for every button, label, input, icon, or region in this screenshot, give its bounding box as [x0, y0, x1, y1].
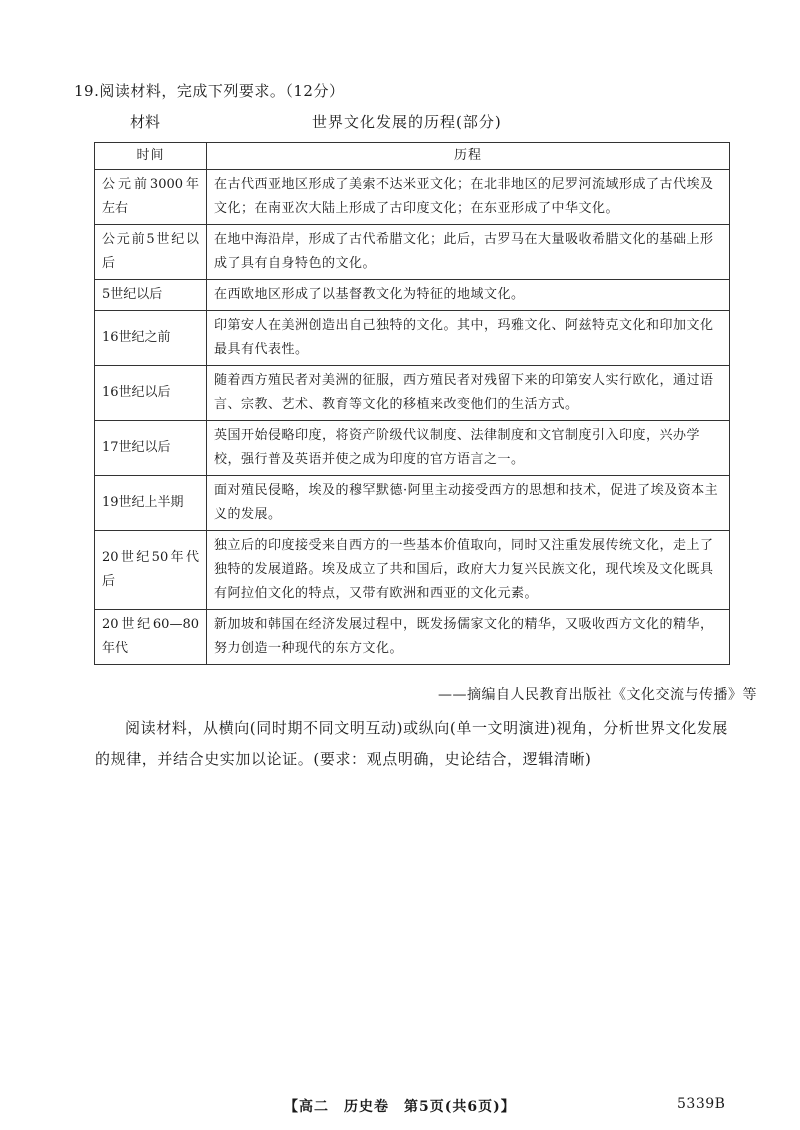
row-event: 独立后的印度接受来自西方的一些基本价值取向，同时又注重发展传统文化，走上了独特的发展道路。埃及成立了共和国后，政府大力复兴民族文化，现代埃及文化既具有阿拉伯文化的特点，又带有欧洲和西亚的文化元素。 [207, 531, 730, 610]
table-row [95, 311, 730, 366]
table-row [95, 170, 730, 225]
row-event: 印第安人在美洲创造出自己独特的文化。其中，玛雅文化、阿兹特克文化和印加文化最具有代表性。 [207, 311, 730, 366]
row-time: 17世纪以后 [95, 421, 207, 476]
row-event: 在西欧地区形成了以基督教文化为特征的地域文化。 [207, 280, 730, 311]
table-header-row [95, 143, 730, 170]
header-time: 时间 [95, 143, 207, 170]
row-time: 20世纪60—80年代 [95, 610, 207, 665]
page-footer [0, 1096, 800, 1116]
footer-page-info: 【高二 历史卷 第5页(共6页)】 [284, 1099, 516, 1115]
table-row [95, 280, 730, 311]
row-event: 随着西方殖民者对美洲的征服，西方殖民者对残留下来的印第安人实行欧化，通过语言、宗教、艺术、教育等文化的移植来改变他们的生活方式。 [207, 366, 730, 421]
row-event: 英国开始侵略印度，将资产阶级代议制度、法律制度和文官制度引入印度，兴办学校，强行普及英语并使之成为印度的官方语言之一。 [207, 421, 730, 476]
row-time: 20世纪50年代后 [95, 531, 207, 610]
material-label: 材料 [130, 113, 161, 131]
row-time: 公元前5世纪以后 [95, 225, 207, 280]
table-row [95, 421, 730, 476]
table-row [95, 366, 730, 421]
table-title: 世界文化发展的历程(部分) [312, 113, 502, 131]
row-event: 新加坡和韩国在经济发展过程中，既发扬儒家文化的精华，又吸收西方文化的精华，努力创造一种现代的东方文化。 [207, 610, 730, 665]
question-prompt: 阅读材料，从横向(同时期不同文明互动)或纵向(单一文明演进)视角，分析世界文化发展的规律，并结合史实加以论证。(要求：观点明确，史论结合，逻辑清晰) [95, 719, 729, 768]
table-row [95, 531, 730, 610]
source-citation: ——摘编自人民教育出版社《文化交流与传播》等 [438, 687, 757, 703]
row-time: 16世纪之前 [95, 311, 207, 366]
history-table [94, 142, 730, 665]
row-time: 5世纪以后 [95, 280, 207, 311]
row-event: 在古代西亚地区形成了美索不达米亚文化；在北非地区的尼罗河流域形成了古代埃及文化；在南亚次大陆上形成了古印度文化；在东亚形成了中华文化。 [207, 170, 730, 225]
table-row [95, 476, 730, 531]
question-heading: 19.阅读材料，完成下列要求。（12分） [74, 82, 345, 100]
row-event: 在地中海沿岸，形成了古代希腊文化；此后，古罗马在大量吸收希腊文化的基础上形成了具有自身特色的文化。 [207, 225, 730, 280]
row-time: 19世纪上半期 [95, 476, 207, 531]
row-time: 16世纪以后 [95, 366, 207, 421]
header-event: 历程 [207, 143, 730, 170]
table-row [95, 610, 730, 665]
row-time: 公元前3000年左右 [95, 170, 207, 225]
footer-code: 5339B [677, 1096, 726, 1112]
table-row [95, 225, 730, 280]
row-event: 面对殖民侵略，埃及的穆罕默德·阿里主动接受西方的思想和技术，促进了埃及资本主义的发展。 [207, 476, 730, 531]
